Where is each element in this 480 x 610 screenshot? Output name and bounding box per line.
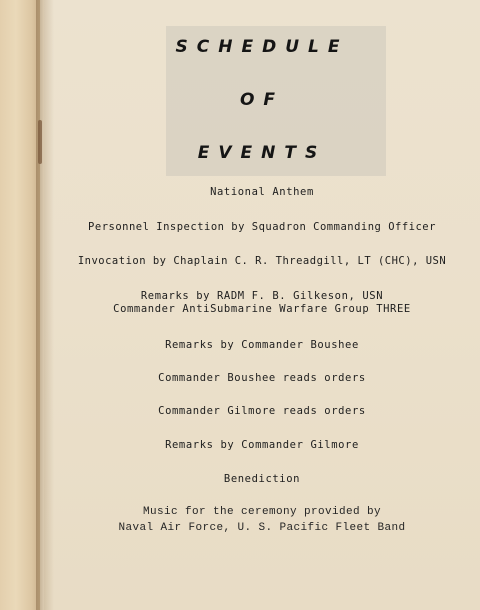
event-personnel-inspection: Personnel Inspection by Squadron Commanding Officer — [88, 221, 436, 233]
music-credit-line-1: Music for the ceremony provided by — [142, 506, 382, 518]
event-remarks-boushee: Remarks by Commander Boushee — [165, 339, 359, 351]
event-remarks-gilmore: Remarks by Commander Gilmore — [165, 439, 359, 451]
title-events: EVENTS — [197, 143, 327, 163]
event-gilmore-orders: Commander Gilmore reads orders — [158, 405, 366, 417]
event-benediction: Benediction — [223, 473, 301, 485]
title-schedule: SCHEDULE — [175, 37, 349, 57]
event-national-anthem: National Anthem — [210, 186, 314, 198]
title-of: OF — [239, 90, 285, 110]
page-content — [44, 0, 480, 610]
binding-staple — [38, 120, 42, 164]
music-credit-line-2: Naval Air Force, U. S. Pacific Fleet Band — [118, 522, 406, 534]
event-invocation: Invocation by Chaplain C. R. Threadgill, LT (CHC), USN — [77, 255, 447, 267]
program-page — [44, 0, 480, 610]
facing-page-edge — [0, 0, 40, 610]
event-remarks-radm-title: Commander AntiSubmarine Warfare Group THREE — [113, 303, 411, 315]
event-remarks-radm: Remarks by RADM F. B. Gilkeson, USN — [140, 290, 384, 302]
event-boushee-orders: Commander Boushee reads orders — [158, 372, 366, 384]
